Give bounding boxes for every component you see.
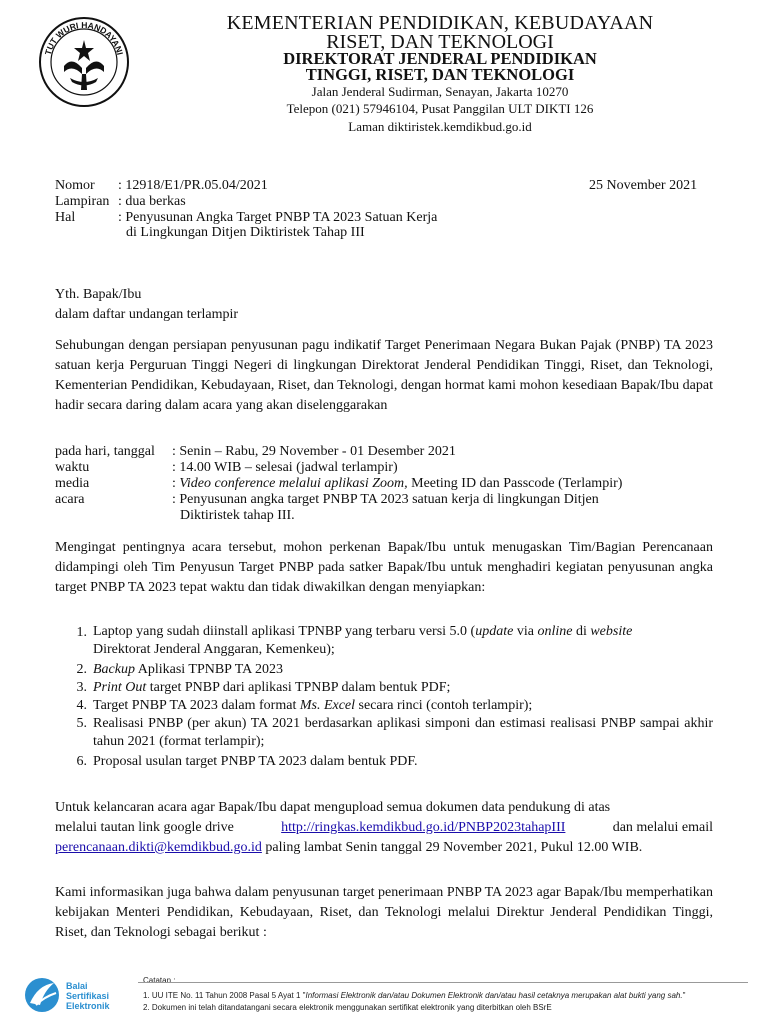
item1-online: online — [537, 624, 573, 639]
intro-paragraph: Sehubungan dengan persiapan penyusunan pagu indikatif Target Penerimaan Negara Bukan Pajak (PNBP) TA 2023 satuan kerja Perguruan Tinggi Negeri di lingkungan Direktorat Jenderal Pendidikan Tinggi, Riset, dan Teknologi, Kementerian Pendidikan, Kebudayaan, Riset, dan Teknologi, dengan hormat kami mohon kesediaan Bapak/Ibu dapat hadir secara daring dalam acara yang akan diselenggarakan — [55, 338, 713, 413]
logo-motto-ring — [38, 16, 130, 108]
item1-via: via — [513, 624, 538, 639]
item3-rest: target PNBP dari aplikasi TPNBP dalam bentuk PDF; — [146, 680, 451, 695]
schedule-event-value-line1: : Penyusunan angka target PNBP TA 2023 satuan kerja di lingkungan Ditjen — [172, 492, 599, 507]
item3-italic: Print Out — [93, 680, 147, 695]
schedule-event-label: acara — [55, 492, 85, 507]
item1-di: di — [572, 624, 591, 639]
lampiran-label: Lampiran — [55, 194, 110, 209]
ministry-name-line2: RISET, DAN TEKNOLOGI — [326, 31, 554, 53]
note1-italic: Informasi Elektronik dan/atau Dokumen Elektronik dan/atau hasil cetaknya merupakan alat bukti yang sah. — [305, 991, 683, 1000]
item2-rest: Aplikasi TPNBP TA 2023 — [134, 662, 283, 677]
list-item-3 — [93, 679, 450, 697]
media-rest: Meeting ID dan Passcode (Terlampir) — [407, 476, 623, 491]
item2-italic: Backup — [93, 662, 135, 677]
schedule-day-label: pada hari, tanggal — [55, 444, 155, 459]
list-item-2 — [93, 661, 283, 679]
item1-website: website — [590, 624, 633, 639]
item1-update: update — [475, 624, 514, 639]
letter-date: 25 November 2021 — [589, 178, 698, 193]
hal-label: Hal — [55, 210, 76, 225]
item1-line2: Direktorat Jenderal Anggaran, Kemenkeu); — [93, 642, 335, 657]
schedule-time-label: waktu — [55, 460, 90, 475]
schedule-time-value: : 14.00 WIB – selesai (jadwal terlampir) — [172, 460, 398, 475]
letterhead-website: Laman diktiristek.kemdikbud.go.id — [348, 119, 532, 134]
footer-divider — [138, 982, 748, 983]
hal-value-line1: : Penyusunan Angka Target PNBP TA 2023 Satuan Kerja — [118, 210, 438, 225]
drive-link[interactable]: http://ringkas.kemdikbud.go.id/PNBP2023tahapIII — [281, 820, 566, 835]
hal-value-line2: di Lingkungan Ditjen Diktiristek Tahap III — [126, 225, 365, 240]
list-number: 3. — [76, 680, 87, 695]
upload-line2-a: melalui tautan link google drive — [55, 820, 234, 835]
schedule-media-label: media — [55, 476, 90, 491]
schedule-day-value: : Senin – Rabu, 29 November - 01 Desember 2021 — [172, 444, 456, 459]
upload-line2 — [55, 819, 713, 837]
letterhead-address: Jalan Jenderal Sudirman, Senayan, Jakarta 10270 — [311, 84, 569, 99]
policy-paragraph: Kami informasikan juga bahwa dalam penyusunan target penerimaan PNBP TA 2023 agar Bapak/Ibu memperhatikan kebijakan Menteri Pendidikan, Kebudayaan, Riset, dan Teknologi melalui Direktur Jenderal Pendidikan Tinggi, Riset, dan Teknologi sebagai berikut : — [55, 885, 713, 940]
footer-note-2: 2. Dokumen ini telah ditandatangani secara elektronik menggunakan sertifikat elektronik yang diterbitkan oleh BSrE — [143, 1003, 552, 1012]
footer-note-1 — [143, 991, 685, 1001]
logo-motto-text: TUT WURI HANDAYANI — [42, 19, 126, 56]
list-number: 4. — [76, 698, 87, 713]
media-italic: Video conference melalui aplikasi Zoom, — [179, 476, 408, 491]
request-paragraph: Mengingat pentingnya acara tersebut, mohon perkenan Bapak/Ibu untuk menugaskan Tim/Bagian Perencanaan didampingi oleh Tim Penyusun Target PNBP pada satker Bapak/Ibu untuk menghadiri kegiatan penyusunan angka target PNBP TA 2023 tepat waktu dan tidak diwakilkan dengan menyiapkan: — [55, 540, 713, 595]
letterhead-phone: Telepon (021) 57946104, Pusat Panggilan ULT DIKTI 126 — [286, 101, 594, 116]
upload-line3 — [55, 839, 642, 857]
upload-line3-rest: paling lambat Senin tanggal 29 November 2021, Pukul 12.00 WIB. — [261, 840, 643, 855]
bsre-logo-icon — [22, 975, 62, 1015]
item4-italic: Ms. Excel — [299, 698, 356, 713]
media-colon: : — [172, 476, 180, 491]
note1-b: " — [682, 991, 686, 1000]
list-item-1 — [93, 623, 713, 659]
list-number: 1. — [76, 625, 87, 640]
bsre-name-line1: Balai — [66, 981, 88, 991]
schedule-event-value-line2: Diktiristek tahap III. — [180, 508, 295, 523]
note1-a: 1. UU ITE No. 11 Tahun 2008 Pasal 5 Ayat 1 " — [143, 991, 306, 1000]
svg-text:TUT WURI HANDAYANI — [43, 20, 125, 56]
upload-line2-b: dan melalui email — [612, 820, 713, 835]
list-item-4 — [93, 697, 532, 715]
upload-line1: Untuk kelancaran acara agar Bapak/Ibu dapat mengupload semua dokumen data pendukung di atas — [55, 800, 611, 815]
nomor-label: Nomor — [55, 178, 95, 193]
lampiran-value: : dua berkas — [118, 194, 186, 209]
ministry-name-line1: KEMENTERIAN PENDIDIKAN, KEBUDAYAAN — [226, 12, 654, 34]
directorate-name-line1: DIREKTORAT JENDERAL PENDIDIKAN — [283, 49, 597, 68]
nomor-value: : 12918/E1/PR.05.04/2021 — [118, 178, 268, 193]
list-number: 6. — [76, 754, 87, 769]
item4-rest: secara rinci (contoh terlampir); — [355, 698, 533, 713]
list-item-6: Proposal usulan target PNBP TA 2023 dalam bentuk PDF. — [93, 754, 418, 769]
email-link[interactable]: perencanaan.dikti@kemdikbud.go.id — [55, 840, 262, 855]
list-item-5: Realisasi PNBP (per akun) TA 2021 berdasarkan aplikasi simponi dan estimasi realisasi PNBP sampai akhir tahun 2021 (format terlampir); — [93, 716, 713, 749]
bsre-name-line3: Elektronik — [66, 1001, 110, 1011]
recipient-line1: Yth. Bapak/Ibu — [55, 287, 142, 302]
directorate-name-line2: TINGGI, RISET, DAN TEKNOLOGI — [305, 65, 575, 84]
list-number: 2. — [76, 662, 87, 677]
footer-notes-title: Catatan : — [143, 976, 176, 985]
item1-text-a: Laptop yang sudah diinstall aplikasi TPNBP yang terbaru versi 5.0 ( — [93, 624, 476, 639]
bsre-name-line2: Sertifikasi — [66, 991, 110, 1001]
item4-a: Target PNBP TA 2023 dalam format — [93, 698, 300, 713]
list-number: 5. — [76, 716, 87, 731]
recipient-line2: dalam daftar undangan terlampir — [55, 307, 239, 322]
